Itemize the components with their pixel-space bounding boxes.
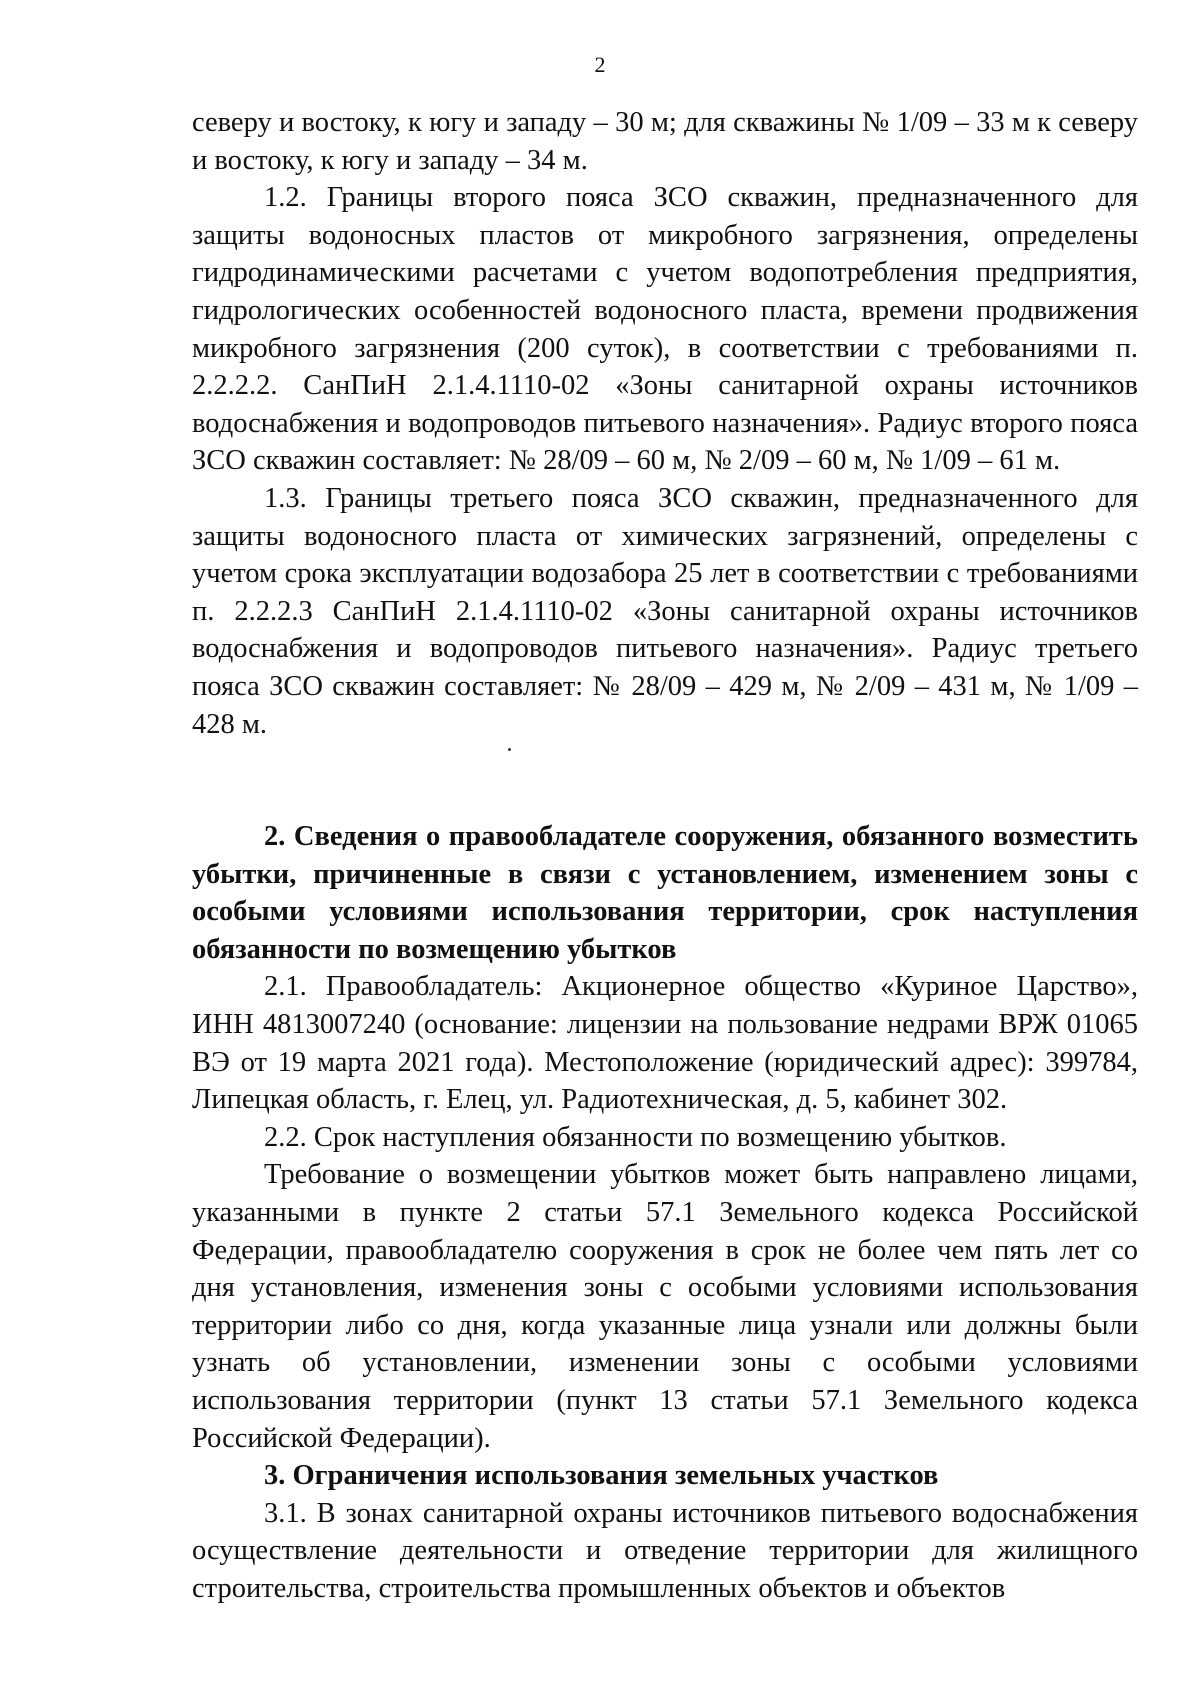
paragraph-3-1: 3.1. В зонах санитарной охраны источников питьевого водоснабжения осуществление деятельности и отведение территории для жилищного строительства, строительства промышленных объектов и объектов <box>192 1497 1138 1604</box>
paragraph-requirement: Требование о возмещении убытков может быть направлено лицами, указанными в пункте 2 статьи 57.1 Земельного кодекса Российской Федерации, правообладателю сооружения в срок не более чем пять лет со дня установления, изменения зоны с особыми условиями использования территории либо со дня, когда указанные лица узнали или должны были узнать об установлении, изменении зоны с особыми условиями использования территории (пункт 13 статьи 57.1 Земельного кодекса Российской Федерации). <box>192 1159 1138 1454</box>
document-body <box>192 104 1138 1608</box>
paragraph-continuation: северу и востоку, к югу и западу – 30 м; для скважины № 1/09 – 33 м к северу и востоку, к югу и западу – 34 м. <box>192 107 1138 176</box>
scan-speck <box>508 748 511 751</box>
paragraph-2-2: 2.2. Срок наступления обязанности по возмещению убытков. <box>264 1121 1007 1153</box>
paragraph-1-2: 1.2. Границы второго пояса ЗСО скважин, предназначенного для защиты водоносных пластов от микробного загрязнения, определены гидродинамическими расчетами с учетом водопотребления предприятия, гидрологических особенностей водоносного пласта, времени продвижения микробного загрязнения (200 суток), в соответствии с требованиями п. 2.2.2.2. СанПиН 2.1.4.1110-02 «Зоны санитарной охраны источников водоснабжения и водопроводов питьевого назначения». Радиус второго пояса ЗСО скважин составляет: № 28/09 – 60 м, № 2/09 – 60 м, № 1/09 – 61 м. <box>192 182 1138 477</box>
section-heading-2: 2. Сведения о правообладателе сооружения, обязанного возместить убытки, причиненные в связи с установлением, изменением зоны с особыми условиями использования территории, срок наступления обязанности по возмещению убытков <box>192 821 1138 965</box>
paragraph-1-3: 1.3. Границы третьего пояса ЗСО скважин, предназначенного для защиты водоносного пласта от химических загрязнений, определены с учетом срока эксплуатации водозабора 25 лет в соответствии с требованиями п. 2.2.2.3 СанПиН 2.1.4.1110-02 «Зоны санитарной охраны источников водоснабжения и водопроводов питьевого назначения». Радиус третьего пояса ЗСО скважин составляет: № 28/09 – 429 м, № 2/09 – 431 м, № 1/09 – 428 м. <box>192 482 1138 740</box>
section-heading-3: 3. Ограничения использования земельных участков <box>264 1460 939 1492</box>
section-spacer <box>192 743 1138 818</box>
paragraph-2-1: 2.1. Правообладатель: Акционерное общество «Куриное Царство», ИНН 4813007240 (основание: лицензии на пользование недрами ВРЖ 01065 ВЭ от 19 марта 2021 года). Местоположение (юридический адрес): 399784, Липецкая область, г. Елец, ул. Радиотехническая, д. 5, кабинет 302. <box>192 971 1138 1116</box>
page-number: 2 <box>594 52 606 77</box>
